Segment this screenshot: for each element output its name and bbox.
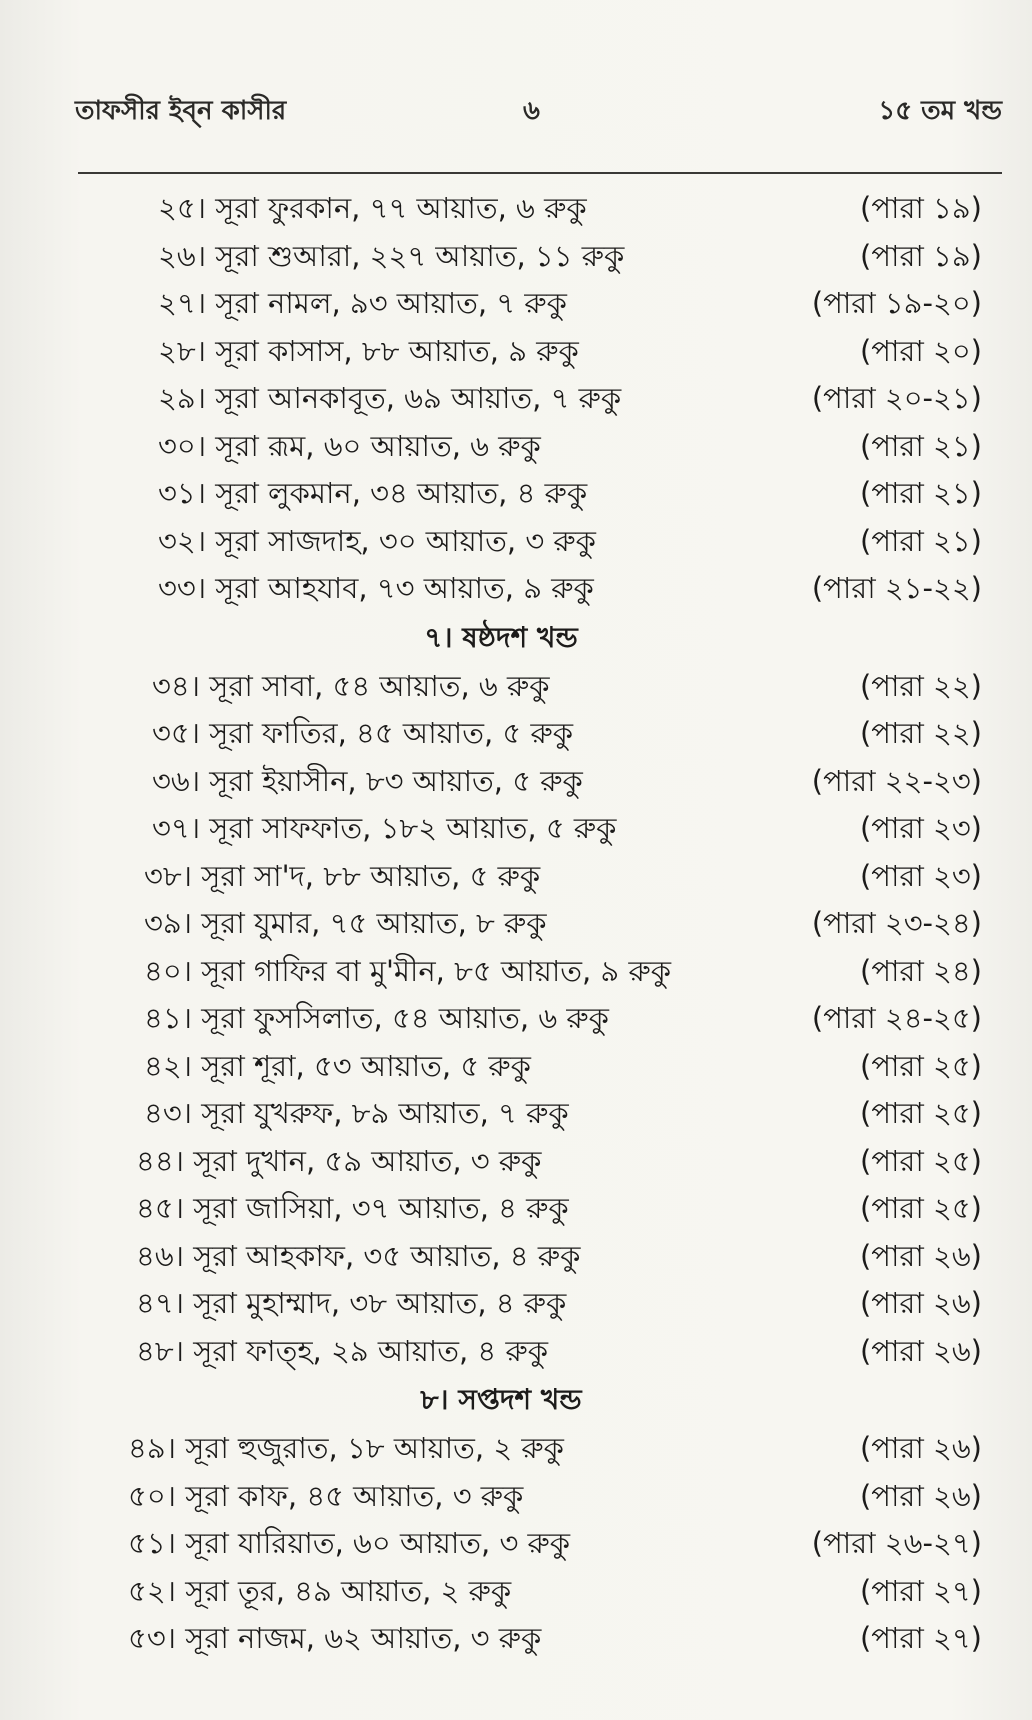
para-ref: (পারা ২৫) bbox=[860, 1191, 982, 1225]
toc-entry bbox=[140, 328, 982, 376]
header-divider bbox=[78, 172, 1002, 174]
volume-label: ১৫ তম খন্ড bbox=[878, 96, 1002, 126]
para-ref: (পারা ২৫) bbox=[860, 1096, 982, 1130]
para-ref: (পারা ২১) bbox=[860, 476, 982, 510]
surah-title: ৩৪। সূরা সাবা, ৫৪ আয়াত, ৬ রুকু bbox=[152, 668, 550, 703]
surah-title: ৩৭। সূরা সাফফাত, ১৮২ আয়াত, ৫ রুকু bbox=[152, 811, 617, 845]
surah-title: ৩৯। সূরা যুমার, ৭৫ আয়াত, ৮ রুকু bbox=[144, 906, 547, 940]
surah-title: ৩৩। সূরা আহযাব, ৭৩ আয়াত, ৯ রুকু bbox=[158, 571, 594, 605]
para-ref: (পারা ২১) bbox=[860, 523, 982, 558]
surah-title: ৩২। সূরা সাজদাহ, ৩০ আয়াত, ৩ রুকু bbox=[158, 523, 596, 558]
page-number: ৬ bbox=[523, 96, 540, 126]
toc-entry bbox=[140, 470, 982, 518]
toc-entry bbox=[140, 280, 982, 328]
toc-entry bbox=[136, 1328, 982, 1376]
surah-title: ৪৮। সূরা ফাত্‌হ, ২৯ আয়াত, ৪ রুকু bbox=[136, 1333, 548, 1368]
running-header bbox=[75, 82, 1002, 132]
toc-entry bbox=[136, 1185, 982, 1233]
toc-entry bbox=[140, 805, 982, 853]
surah-title: ৪৩। সূরা যুখরুফ, ৮৯ আয়াত, ৭ রুকু bbox=[144, 1096, 569, 1130]
surah-title: ২৮। সূরা কাসাস, ৮৮ আয়াত, ৯ রুকু bbox=[158, 333, 579, 368]
para-ref: (পারা ১৯) bbox=[860, 238, 982, 273]
para-ref: (পারা ২২) bbox=[859, 716, 982, 750]
toc-entry bbox=[128, 1473, 982, 1521]
para-ref: (পারা ১৯-২০) bbox=[811, 286, 982, 320]
para-ref: (পারা ২৬-২৭) bbox=[811, 1526, 982, 1560]
para-ref: (পারা ২৫) bbox=[860, 1143, 982, 1178]
toc-entry bbox=[140, 900, 982, 948]
toc-entry bbox=[136, 1280, 982, 1328]
surah-title: ৫৩। সূরা নাজম, ৬২ আয়াত, ৩ রুকু bbox=[128, 1621, 542, 1655]
para-ref: (পারা ২০-২১) bbox=[811, 381, 982, 415]
toc-entry bbox=[136, 1233, 982, 1281]
section-heading-16: ৭। ষষ্ঠদশ খন্ড bbox=[424, 620, 578, 654]
para-ref: (পারা ২৬) bbox=[859, 1333, 982, 1368]
para-ref: (পারা ১৯) bbox=[860, 191, 982, 225]
toc-entry bbox=[140, 853, 982, 901]
para-ref: (পারা ২৭) bbox=[859, 1621, 982, 1655]
surah-title: ৪৭। সূরা মুহাম্মাদ, ৩৮ আয়াত, ৪ রুকু bbox=[136, 1286, 567, 1320]
toc-entry bbox=[140, 565, 982, 613]
surah-title: ৫২। সূরা তূর, ৪৯ আয়াত, ২ রুকু bbox=[128, 1573, 512, 1608]
surah-title: ৩৫। সূরা ফাতির, ৪৫ আয়াত, ৫ রুকু bbox=[152, 716, 573, 750]
para-ref: (পারা ২৪-২৫) bbox=[811, 1001, 982, 1035]
surah-title: ৪০। সূরা গাফির বা মু'মীন, ৮৫ আয়াত, ৯ রুকু bbox=[144, 953, 672, 988]
surah-title: ২৯। সূরা আনকাবূত, ৬৯ আয়াত, ৭ রুকু bbox=[158, 381, 622, 415]
para-ref: (পারা ২১-২২) bbox=[811, 571, 982, 605]
toc-entry bbox=[140, 758, 982, 806]
toc-entry bbox=[128, 1615, 982, 1663]
surah-title: ৫০। সূরা কাফ, ৪৫ আয়াত, ৩ রুকু bbox=[128, 1478, 524, 1513]
surah-title: ৪৫। সূরা জাসিয়া, ৩৭ আয়াত, ৪ রুকু bbox=[136, 1191, 569, 1225]
para-ref: (পারা ২২) bbox=[859, 668, 982, 703]
para-ref: (পারা ২১) bbox=[860, 428, 982, 463]
para-ref: (পারা ২৬) bbox=[859, 1238, 982, 1273]
surah-title: ৪২। সূরা শূরা, ৫৩ আয়াত, ৫ রুকু bbox=[144, 1048, 531, 1083]
toc-entry bbox=[140, 663, 982, 711]
surah-title: ৪৬। সূরা আহকাফ, ৩৫ আয়াত, ৪ রুকু bbox=[136, 1238, 581, 1273]
toc-entry bbox=[140, 233, 982, 281]
toc-entry bbox=[128, 1568, 982, 1616]
surah-title: ৩০। সূরা রূম, ৬০ আয়াত, ৬ রুকু bbox=[158, 428, 541, 463]
surah-title: ৩৬। সূরা ইয়াসীন, ৮৩ আয়াত, ৫ রুকু bbox=[152, 763, 583, 798]
para-ref: (পারা ২৭) bbox=[859, 1573, 982, 1608]
toc-entry bbox=[140, 710, 982, 758]
para-ref: (পারা ২৫) bbox=[860, 1048, 982, 1083]
toc-entry bbox=[136, 1138, 982, 1186]
surah-title: ৪৪। সূরা দুখান, ৫৯ আয়াত, ৩ রুকু bbox=[136, 1143, 542, 1178]
para-ref: (পারা ২৬) bbox=[859, 1478, 982, 1513]
para-ref: (পারা ২২-২৩) bbox=[811, 763, 982, 798]
para-ref: (পারা ২৬) bbox=[859, 1431, 982, 1465]
surah-title: ৪১। সূরা ফুসসিলাত, ৫৪ আয়াত, ৬ রুকু bbox=[144, 1001, 609, 1035]
para-ref: (পারা ২৩-২৪) bbox=[811, 906, 982, 940]
toc-entry bbox=[140, 423, 982, 471]
section-heading-17: ৮। সপ্তদশ খন্ড bbox=[420, 1383, 582, 1416]
toc-entry bbox=[140, 185, 982, 233]
para-ref: (পারা ২০) bbox=[859, 333, 982, 368]
toc-entry bbox=[140, 1090, 982, 1138]
toc-entry bbox=[128, 1425, 982, 1473]
para-ref: (পারা ২৩) bbox=[859, 811, 982, 845]
toc-entry bbox=[140, 518, 982, 566]
table-of-contents bbox=[128, 185, 982, 1663]
toc-entry bbox=[140, 375, 982, 423]
surah-title: ৩১। সূরা লুকমান, ৩৪ আয়াত, ৪ রুকু bbox=[158, 476, 588, 510]
toc-entry bbox=[140, 995, 982, 1043]
surah-title: ৫১। সূরা যারিয়াত, ৬০ আয়াত, ৩ রুকু bbox=[128, 1526, 571, 1560]
surah-title: ২৬। সূরা শুআরা, ২২৭ আয়াত, ১১ রুকু bbox=[158, 238, 625, 273]
surah-title: ৩৮। সূরা সা'দ, ৮৮ আয়াত, ৫ রুকু bbox=[144, 858, 541, 893]
toc-entry bbox=[140, 948, 982, 996]
para-ref: (পারা ২৬) bbox=[859, 1286, 982, 1320]
surah-title: ২৫। সূরা ফুরকান, ৭৭ আয়াত, ৬ রুকু bbox=[158, 191, 587, 225]
surah-title: ৪৯। সূরা হুজুরাত, ১৮ আয়াত, ২ রুকু bbox=[128, 1431, 564, 1465]
book-title: তাফসীর ইব্‌ন কাসীর bbox=[75, 96, 287, 126]
para-ref: (পারা ২৪) bbox=[860, 953, 982, 988]
toc-entry bbox=[140, 1043, 982, 1091]
para-ref: (পারা ২৩) bbox=[859, 858, 982, 893]
toc-entry bbox=[128, 1520, 982, 1568]
surah-title: ২৭। সূরা নামল, ৯৩ আয়াত, ৭ রুকু bbox=[158, 286, 567, 320]
